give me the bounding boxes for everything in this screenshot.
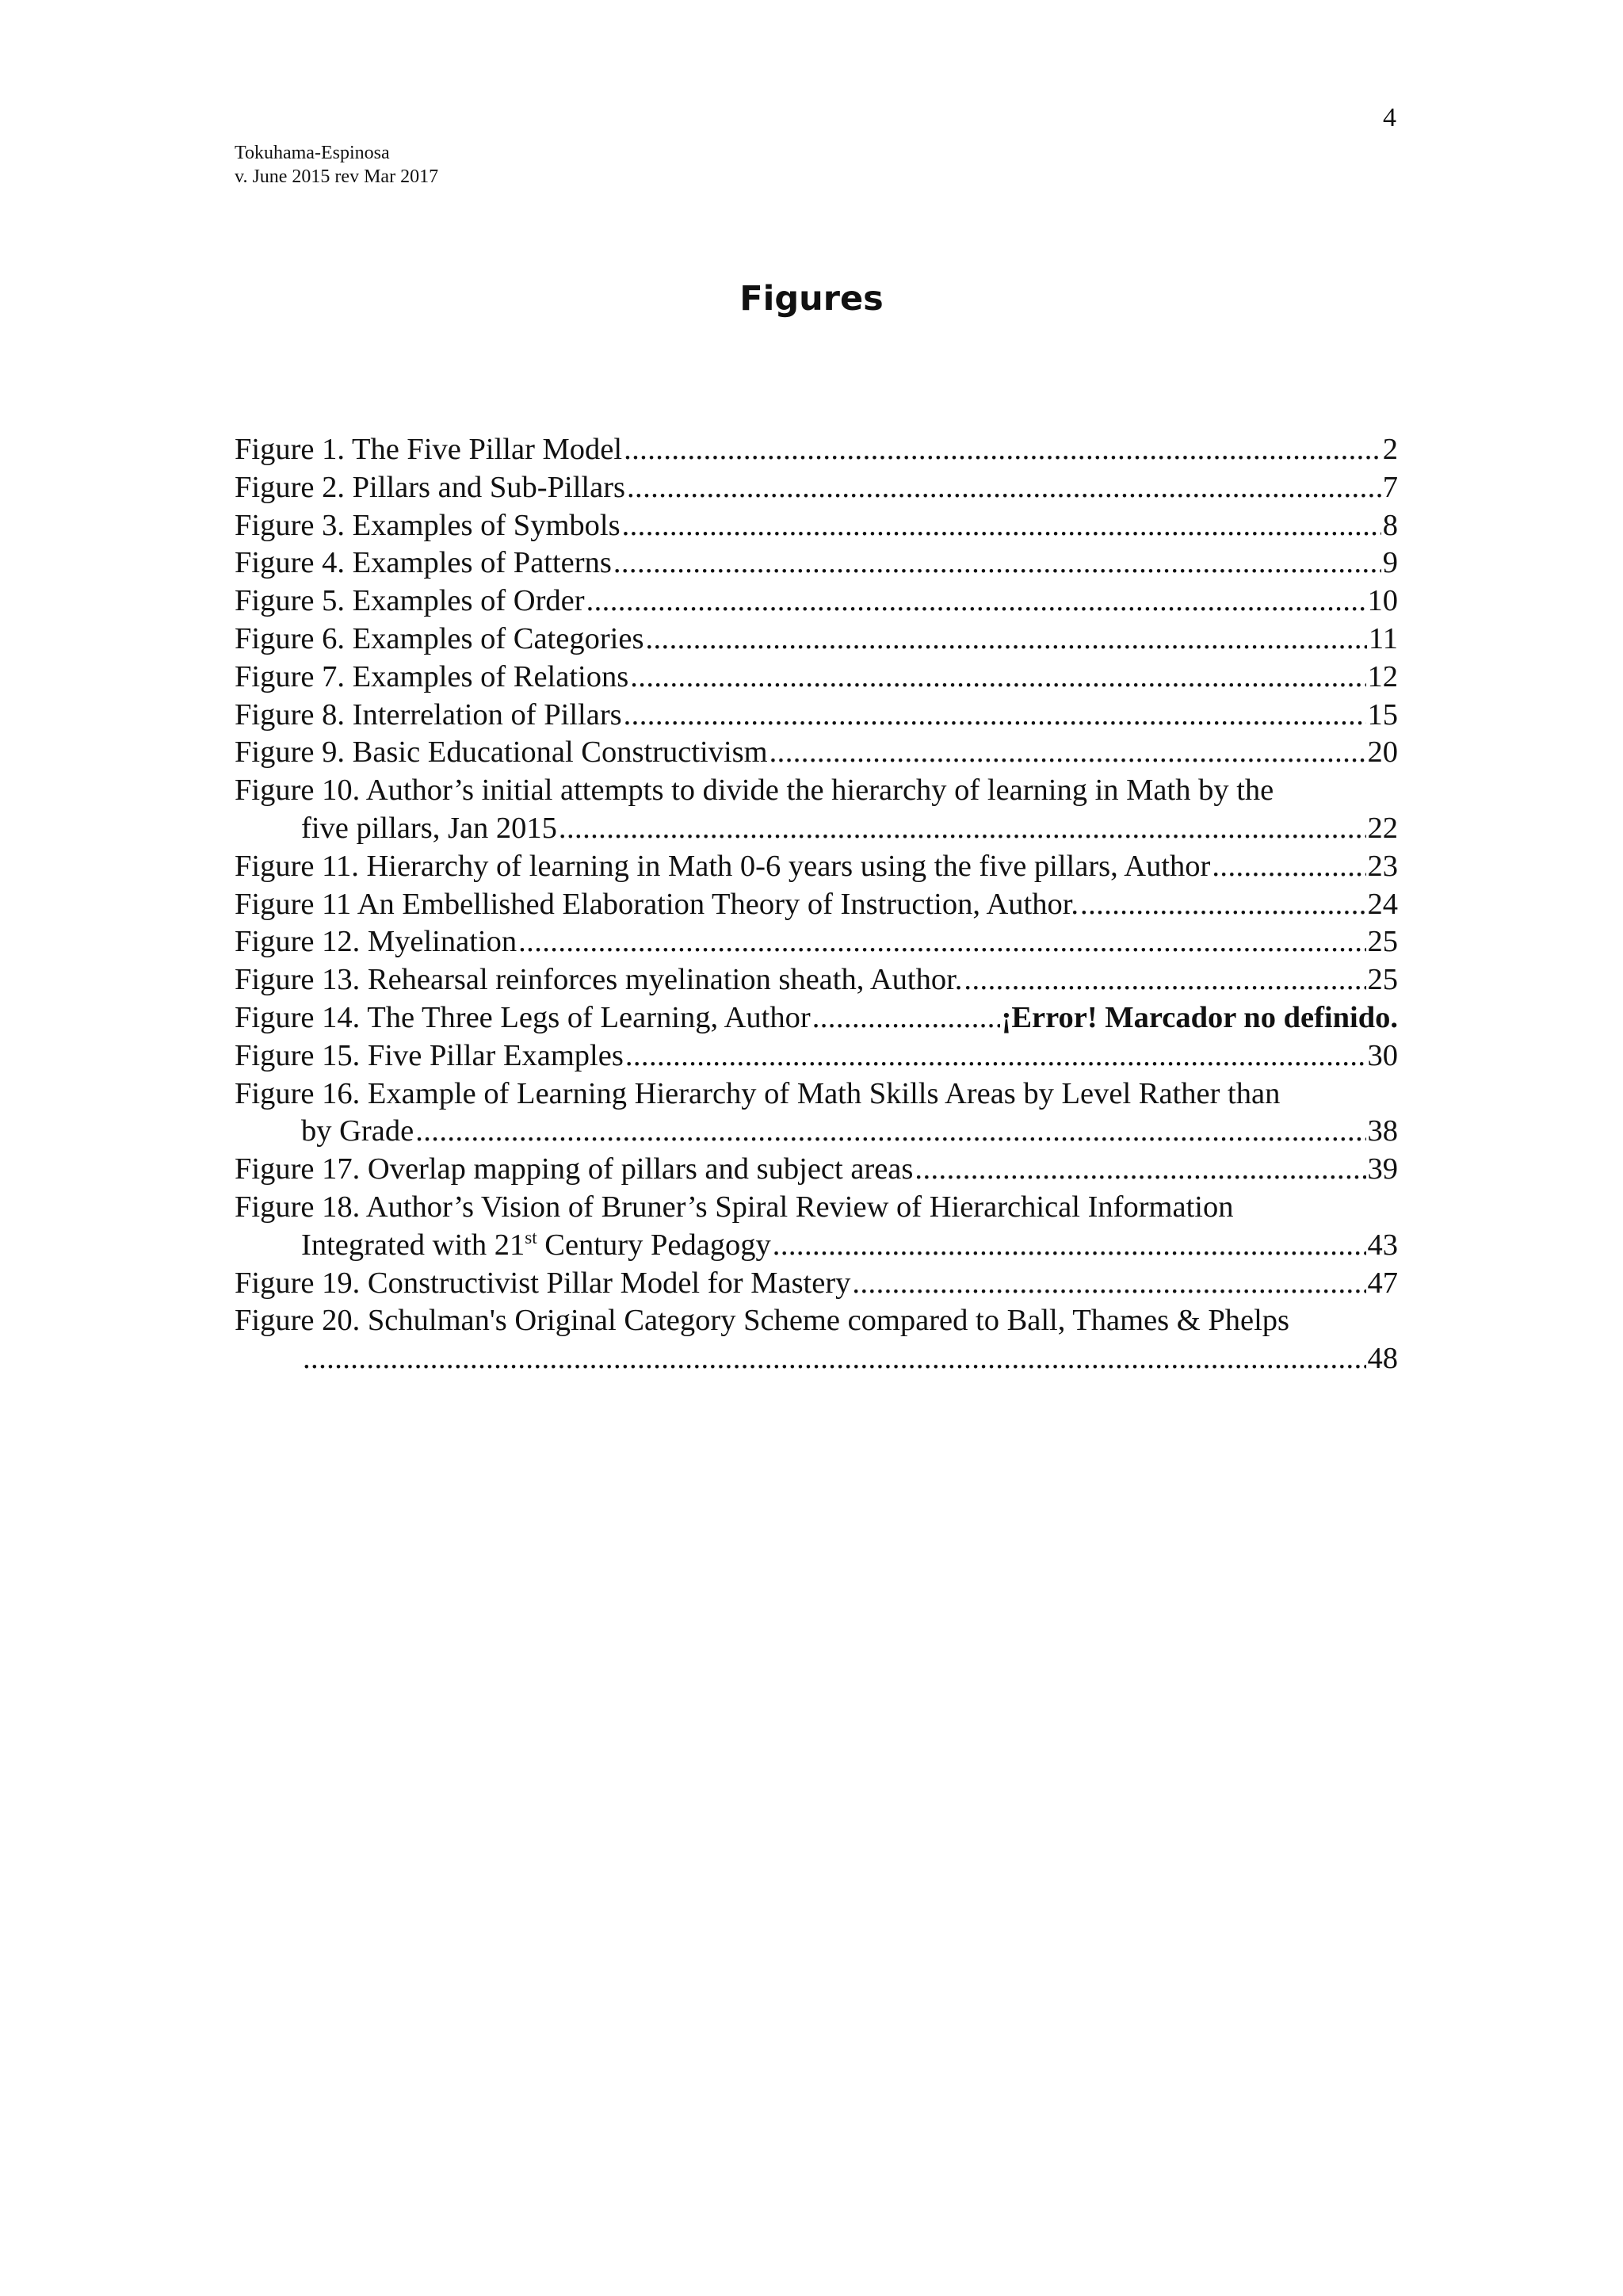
toc-entry-label: Figure 1. The Five Pillar Model	[235, 433, 623, 466]
dot-leader	[622, 508, 1381, 543]
dot-leader	[964, 962, 1365, 997]
toc-entry-text	[235, 887, 1079, 922]
toc-entry-label: Figure 4. Examples of Patterns	[235, 546, 612, 580]
dot-leader	[624, 432, 1381, 467]
toc-entry-text	[235, 621, 643, 656]
toc-entry-text	[235, 773, 1274, 808]
toc-entry-continuation	[235, 1114, 1398, 1152]
toc-entry-text	[235, 962, 962, 997]
toc-entry-label: Century Pedagogy	[537, 1228, 771, 1262]
dot-leader	[415, 1114, 1365, 1148]
toc-entry-line	[235, 1266, 1398, 1304]
toc-entry-text	[235, 924, 517, 959]
toc-page-number: 15	[1367, 697, 1398, 732]
dot-leader	[915, 1152, 1365, 1186]
page-number: 4	[1383, 103, 1396, 132]
toc-entry-continuation	[235, 1341, 1398, 1379]
toc-entry-text	[235, 470, 625, 505]
toc-entry-line	[235, 697, 1398, 735]
dot-leader	[852, 1266, 1365, 1301]
dot-leader	[518, 924, 1365, 959]
dot-leader	[559, 811, 1366, 846]
toc-page-number: 30	[1367, 1038, 1398, 1072]
toc-entry-label: five pillars, Jan 2015	[301, 811, 557, 845]
toc-entry-text	[235, 432, 622, 467]
toc-entry-line	[235, 545, 1398, 583]
toc-entry-label: Figure 14. The Three Legs of Learning, Author	[235, 1000, 811, 1034]
toc-entry-label: Figure 8. Interrelation of Pillars	[235, 697, 622, 732]
toc-entry-label: Figure 9. Basic Educational Constructivism	[235, 735, 768, 770]
toc-entry-label: Figure 18. Author’s Vision of Bruner’s Spiral Review of Hierarchical Information	[235, 1190, 1234, 1224]
toc-entry-text	[235, 583, 585, 618]
toc-entry-line	[235, 508, 1398, 546]
toc-entry[interactable]	[235, 583, 1398, 621]
toc-entry[interactable]	[235, 887, 1398, 925]
toc-entry-label: Figure 15. Five Pillar Examples	[235, 1038, 624, 1072]
toc-entry-text	[301, 1228, 771, 1263]
toc-error-message: ¡Error! Marcador no definido.	[1001, 1000, 1398, 1034]
toc-entry[interactable]	[235, 470, 1398, 508]
toc-entry[interactable]	[235, 773, 1398, 849]
toc-entry[interactable]	[235, 1152, 1398, 1190]
toc-entry-line	[235, 1038, 1398, 1076]
toc-entry-line	[235, 924, 1398, 962]
toc-entry-label: Figure 11. Hierarchy of learning in Math 0-6 years using the five pillars, Author	[235, 849, 1211, 883]
toc-page-number: 10	[1367, 584, 1398, 618]
toc-page-number: 7	[1382, 470, 1398, 504]
dot-leader	[630, 659, 1365, 694]
toc-entry-text	[235, 1152, 913, 1186]
toc-entry-text	[235, 1038, 624, 1073]
toc-entry[interactable]	[235, 1190, 1398, 1266]
toc-entry-text	[235, 1303, 1289, 1338]
dot-leader	[1080, 887, 1365, 922]
toc-entry-line	[235, 962, 1398, 1000]
toc-entry-label: Figure 7. Examples of Relations	[235, 659, 629, 693]
dot-leader	[624, 697, 1366, 732]
dot-leader	[303, 1341, 1366, 1376]
toc-entry-line	[235, 621, 1398, 659]
toc-entry-text	[235, 1000, 811, 1035]
toc-entry[interactable]	[235, 1038, 1398, 1076]
toc-entry-text	[235, 1266, 850, 1301]
toc-page-number: 25	[1367, 963, 1398, 997]
toc-entry-label: Integrated with 21	[301, 1228, 525, 1262]
dot-leader	[812, 1000, 1000, 1035]
toc-page-number: 11	[1368, 621, 1398, 655]
toc-entry-text	[301, 1114, 414, 1148]
toc-entry-line	[235, 773, 1398, 811]
toc-page-number: 48	[1367, 1342, 1398, 1376]
dot-leader	[627, 470, 1381, 505]
toc-entry-label: Figure 16. Example of Learning Hierarchy of Math Skills Areas by Level Rather than	[235, 1076, 1281, 1110]
list-of-figures	[235, 432, 1398, 1379]
toc-entry-line	[235, 849, 1398, 887]
toc-entry-line	[235, 583, 1398, 621]
toc-entry[interactable]	[235, 508, 1398, 546]
toc-entry-text	[235, 1076, 1280, 1111]
toc-entry-text	[235, 735, 768, 770]
toc-entry-text	[235, 849, 1210, 884]
toc-entry-continuation	[235, 811, 1398, 849]
toc-entry[interactable]	[235, 621, 1398, 659]
toc-entry-label: Figure 12. Myelination	[235, 925, 517, 959]
dot-leader	[625, 1038, 1366, 1073]
toc-entry-text	[235, 1190, 1233, 1224]
toc-entry-line	[235, 1303, 1398, 1341]
toc-page-number: 43	[1367, 1228, 1398, 1262]
dot-leader	[769, 735, 1366, 770]
toc-page-number: 47	[1367, 1266, 1398, 1300]
toc-entry-text	[301, 811, 557, 846]
toc-entry-line	[235, 1190, 1398, 1228]
toc-page-number: 39	[1367, 1152, 1398, 1186]
toc-entry-line	[235, 1076, 1398, 1114]
running-header	[235, 141, 438, 189]
toc-entry-label: Figure 3. Examples of Symbols	[235, 508, 621, 542]
toc-entry[interactable]	[235, 924, 1398, 962]
toc-entry[interactable]	[235, 1266, 1398, 1304]
toc-entry-label: by Grade	[301, 1114, 414, 1148]
toc-entry-line	[235, 887, 1398, 925]
toc-entry[interactable]	[235, 697, 1398, 735]
dot-leader	[1212, 849, 1365, 884]
toc-page-number: 25	[1367, 925, 1398, 959]
superscript: st	[525, 1226, 537, 1247]
toc-entry-text	[235, 697, 622, 732]
dot-leader	[613, 545, 1381, 580]
toc-entry[interactable]	[235, 545, 1398, 583]
toc-entry-line	[235, 470, 1398, 508]
dot-leader	[773, 1228, 1366, 1263]
toc-entry-text	[235, 508, 621, 543]
toc-entry-line	[235, 1000, 1398, 1038]
toc-entry[interactable]	[235, 1000, 1398, 1038]
toc-entry[interactable]	[235, 849, 1398, 887]
header-version: v. June 2015 rev Mar 2017	[235, 166, 439, 187]
toc-entry-label: Figure 2. Pillars and Sub-Pillars	[235, 470, 625, 504]
toc-page-number: 22	[1367, 811, 1398, 845]
toc-entry-line	[235, 735, 1398, 773]
toc-entry-label: Figure 19. Constructivist Pillar Model for Mastery	[235, 1266, 851, 1300]
toc-entry[interactable]	[235, 962, 1398, 1000]
toc-entry-text	[235, 659, 628, 694]
toc-entry[interactable]	[235, 1303, 1398, 1379]
toc-entry-label: Figure 6. Examples of Categories	[235, 621, 644, 655]
toc-page-number: 12	[1367, 659, 1398, 693]
toc-entry[interactable]	[235, 659, 1398, 697]
toc-entry-line	[235, 659, 1398, 697]
toc-entry-label: Figure 11 An Embellished Elaboration Theory of Instruction, Author.	[235, 887, 1079, 921]
toc-entry-continuation	[235, 1228, 1398, 1266]
toc-entry-line	[235, 432, 1398, 470]
toc-entry-label: Figure 5. Examples of Order	[235, 584, 585, 618]
toc-entry-label: Figure 10. Author’s initial attempts to divide the hierarchy of learning in Math by the	[235, 774, 1274, 808]
toc-page-number: 2	[1382, 433, 1398, 466]
page-title: Figures	[739, 279, 884, 319]
toc-entry-line	[235, 1152, 1398, 1190]
header-author: Tokuhama-Espinosa	[235, 143, 390, 163]
dot-leader	[586, 583, 1366, 618]
toc-entry[interactable]	[235, 735, 1398, 773]
toc-page-number: 23	[1367, 849, 1398, 883]
toc-page-number: 9	[1382, 546, 1398, 580]
toc-entry-label: Figure 20. Schulman's Original Category Scheme compared to Ball, Thames & Phelps	[235, 1304, 1290, 1338]
toc-entry[interactable]	[235, 432, 1398, 470]
toc-page-number: 24	[1367, 887, 1398, 921]
toc-page-number: 38	[1367, 1114, 1398, 1148]
toc-entry-label: Figure 13. Rehearsal reinforces myelination sheath, Author.	[235, 963, 963, 997]
toc-page-number: 20	[1367, 735, 1398, 770]
toc-page-number: 8	[1382, 508, 1398, 542]
toc-entry-text	[235, 545, 612, 580]
toc-entry[interactable]	[235, 1076, 1398, 1152]
toc-entry-label: Figure 17. Overlap mapping of pillars and subject areas	[235, 1152, 914, 1186]
dot-leader	[645, 621, 1366, 656]
